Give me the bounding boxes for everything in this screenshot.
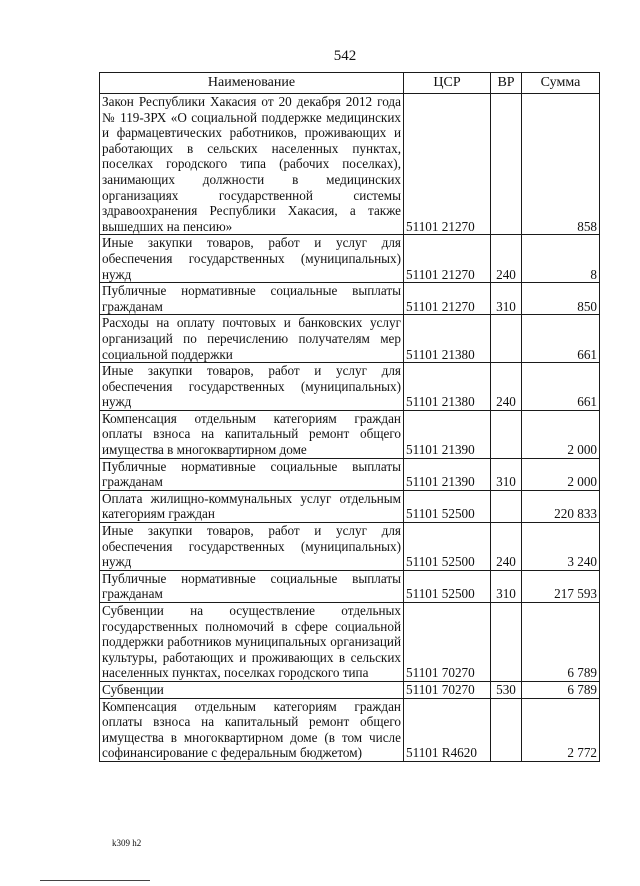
- row-name: Иные закупки товаров, работ и услуг для обеспечения государственных (муниципальных) нужд: [100, 235, 404, 283]
- table-row: [100, 315, 600, 363]
- header-csr: ЦСР: [404, 73, 491, 94]
- row-sum: 2 000: [522, 410, 600, 458]
- row-name: Закон Республики Хакасия от 20 декабря 2012 года № 119-ЗРХ «О социальной поддержке медицинских и фармацевтических работников, проживающих и работающих в сельских населенных пунктах, поселках городского типа (рабочих поселках), занимающих должности в медицинских организациях государственной системы здравоохранения Республики Хакасия, а также вышедших на пенсию»: [100, 94, 404, 235]
- row-csr: 51101 52500: [404, 490, 491, 522]
- row-name: Публичные нормативные социальные выплаты гражданам: [100, 570, 404, 602]
- table-row: [100, 570, 600, 602]
- row-csr: 51101 21270: [404, 94, 491, 235]
- header-sum: Сумма: [522, 73, 600, 94]
- row-csr: 51101 21270: [404, 283, 491, 315]
- page-number: 542: [333, 48, 357, 64]
- row-csr: 51101 21270: [404, 235, 491, 283]
- row-vr: [491, 490, 522, 522]
- row-csr: 51101 21380: [404, 315, 491, 363]
- row-vr: [491, 315, 522, 363]
- row-sum: 6 789: [522, 603, 600, 682]
- row-name: Расходы на оплату почтовых и банковских услуг организаций по перечислению получателям мер социальной поддержки: [100, 315, 404, 363]
- row-name: Публичные нормативные социальные выплаты гражданам: [100, 283, 404, 315]
- table-row: [100, 490, 600, 522]
- row-vr: [491, 94, 522, 235]
- row-csr: 51101 52500: [404, 570, 491, 602]
- row-vr: [491, 603, 522, 682]
- row-vr: 240: [491, 235, 522, 283]
- row-sum: 858: [522, 94, 600, 235]
- row-vr: 310: [491, 283, 522, 315]
- table-row: [100, 681, 600, 698]
- row-name: Публичные нормативные социальные выплаты гражданам: [100, 458, 404, 490]
- row-name: Компенсация отдельным категориям граждан оплаты взноса на капитальный ремонт общего имущества в многоквартирном доме: [100, 410, 404, 458]
- header-name: Наименование: [100, 73, 404, 94]
- row-sum: 850: [522, 283, 600, 315]
- row-csr: 51101 70270: [404, 681, 491, 698]
- row-vr: 240: [491, 523, 522, 571]
- row-sum: 220 833: [522, 490, 600, 522]
- table-row: [100, 698, 600, 761]
- row-vr: 310: [491, 458, 522, 490]
- table-header-row: [100, 73, 600, 94]
- table-row: [100, 410, 600, 458]
- budget-table: [99, 72, 600, 762]
- table-body: [100, 94, 600, 762]
- table-row: [100, 94, 600, 235]
- row-name: Субвенции на осуществление отдельных государственных полномочий в сфере социальной поддержки работников муниципальных организаций культуры, работающих и проживающих в сельских населенных пунктах, поселках городского типа: [100, 603, 404, 682]
- row-sum: 661: [522, 363, 600, 411]
- header-vr: ВР: [491, 73, 522, 94]
- row-csr: 51101 70270: [404, 603, 491, 682]
- row-sum: 217 593: [522, 570, 600, 602]
- row-sum: 3 240: [522, 523, 600, 571]
- row-sum: 2 000: [522, 458, 600, 490]
- row-sum: 2 772: [522, 698, 600, 761]
- row-csr: 51101 52500: [404, 523, 491, 571]
- row-sum: 8: [522, 235, 600, 283]
- row-csr: 51101 21390: [404, 458, 491, 490]
- row-vr: 530: [491, 681, 522, 698]
- row-vr: [491, 698, 522, 761]
- table-row: [100, 523, 600, 571]
- table-row: [100, 235, 600, 283]
- footer-code: k309 h2: [112, 838, 142, 848]
- row-csr: 51101 21390: [404, 410, 491, 458]
- row-sum: 6 789: [522, 681, 600, 698]
- row-name: Субвенции: [100, 681, 404, 698]
- row-name: Иные закупки товаров, работ и услуг для обеспечения государственных (муниципальных) нужд: [100, 363, 404, 411]
- row-name: Иные закупки товаров, работ и услуг для обеспечения государственных (муниципальных) нужд: [100, 523, 404, 571]
- row-sum: 661: [522, 315, 600, 363]
- table-row: [100, 603, 600, 682]
- row-csr: 51101 R4620: [404, 698, 491, 761]
- footer-rule: [40, 880, 150, 881]
- table-row: [100, 283, 600, 315]
- row-name: Компенсация отдельным категориям граждан оплаты взноса на капитальный ремонт общего имущества в многоквартирном доме (в том числе софинансирование с федеральным бюджетом): [100, 698, 404, 761]
- row-vr: 240: [491, 363, 522, 411]
- row-name: Оплата жилищно-коммунальных услуг отдельным категориям граждан: [100, 490, 404, 522]
- table-row: [100, 458, 600, 490]
- row-vr: [491, 410, 522, 458]
- table-row: [100, 363, 600, 411]
- row-vr: 310: [491, 570, 522, 602]
- row-csr: 51101 21380: [404, 363, 491, 411]
